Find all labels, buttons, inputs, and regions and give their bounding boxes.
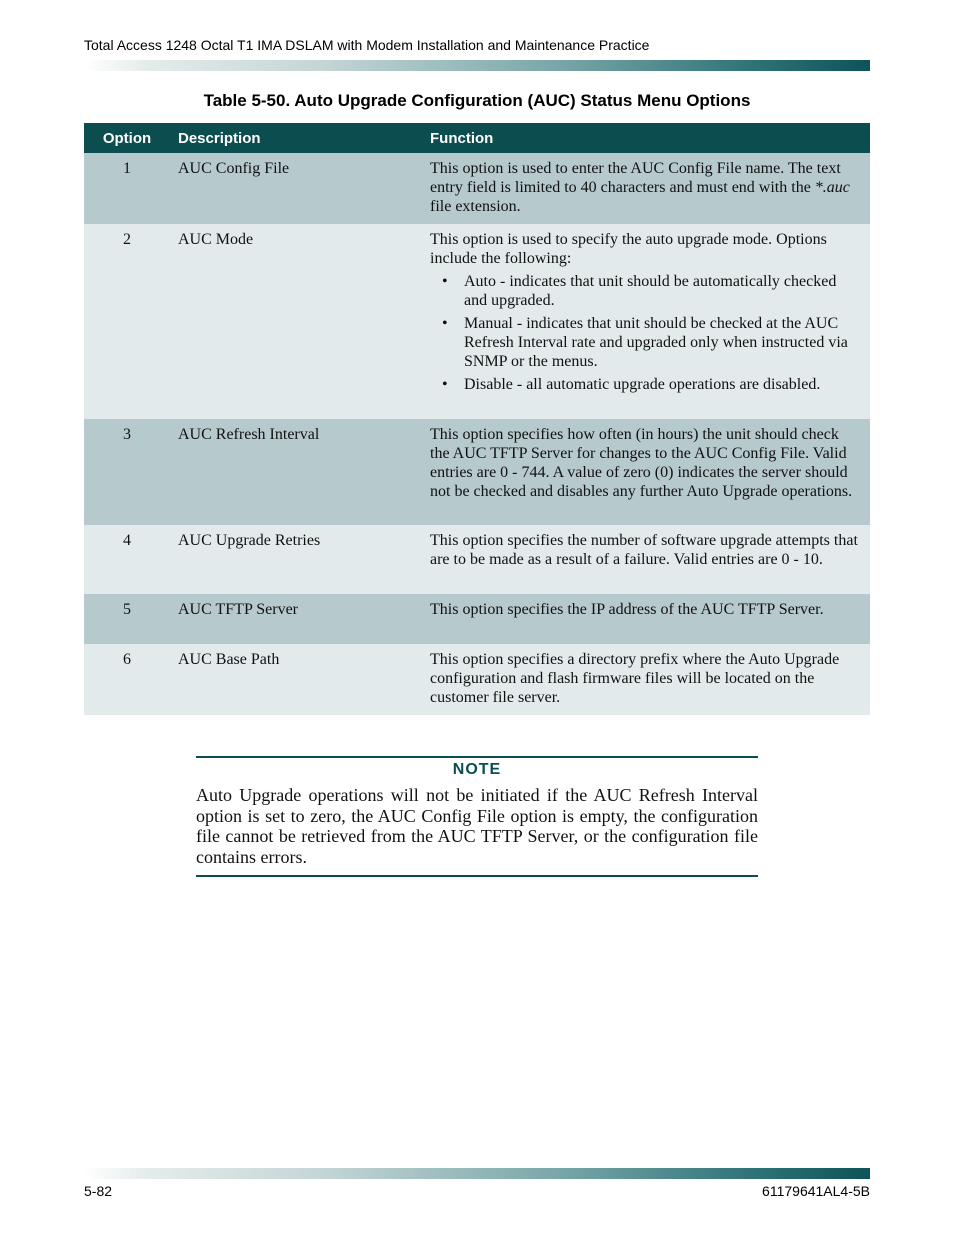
option-function: This option specifies a directory prefix where the Auto Upgrade configuration and flash firmware files will be located on the customer file server. (422, 644, 870, 715)
note-body: Auto Upgrade operations will not be initiated if the AUC Refresh Interval option is set to zero, the AUC Config File option is empty, the configuration file cannot be retrieved from the AUC TFTP Server, or the configuration file contains errors. (196, 785, 758, 867)
table-row (84, 644, 870, 715)
options-table (84, 123, 870, 715)
option-function: This option specifies the number of software upgrade attempts that are to be made as a result of a failure. Valid entries are 0 - 10. (422, 525, 870, 594)
option-description: AUC Refresh Interval (170, 419, 422, 525)
page-number: 5-82 (84, 1183, 113, 1199)
function-text: This option is used to enter the AUC Config File name. The text entry field is limited to 40 characters and must end with the (430, 160, 841, 196)
option-function (422, 153, 870, 224)
file-extension: *.auc (814, 179, 850, 196)
column-header-function: Function (422, 123, 870, 153)
table-row (84, 525, 870, 594)
table-row (84, 224, 870, 419)
header-rule (84, 60, 870, 71)
table-caption: Table 5-50. Auto Upgrade Configuration (AUC) Status Menu Options (203, 91, 751, 110)
option-description: AUC Base Path (170, 644, 422, 715)
list-item: • Manual - indicates that unit should be checked at the AUC Refresh Interval rate and upgraded only when instructed via SNMP or the menus. (456, 314, 862, 371)
option-description: AUC Mode (170, 224, 422, 419)
option-number: 1 (84, 153, 170, 224)
option-function: This option specifies the IP address of the AUC TFTP Server. (422, 594, 870, 644)
table-row (84, 419, 870, 525)
column-header-description: Description (170, 123, 422, 153)
option-number: 2 (84, 224, 170, 419)
mode-options-list (430, 272, 862, 394)
table-header-row (84, 123, 870, 153)
option-number: 4 (84, 525, 170, 594)
table-row (84, 153, 870, 224)
option-number: 5 (84, 594, 170, 644)
footer-rule (84, 1168, 870, 1179)
option-function: This option specifies how often (in hours) the unit should check the AUC TFTP Server for changes to the AUC Config File. Valid entries are 0 - 744. A value of zero (0) indicates the server should not be checked and disables any further Auto Upgrade operations. (422, 419, 870, 525)
option-number: 6 (84, 644, 170, 715)
option-function (422, 224, 870, 419)
note-box (196, 756, 758, 877)
list-item: • Disable - all automatic upgrade operations are disabled. (456, 375, 862, 394)
column-header-option: Option (84, 123, 170, 153)
function-text: This option is used to specify the auto upgrade mode. Options include the following: (430, 231, 827, 267)
function-text-end: file extension. (430, 198, 521, 215)
note-title: NOTE (452, 761, 502, 778)
list-item: • Auto - indicates that unit should be automatically checked and upgraded. (456, 272, 862, 310)
running-header: Total Access 1248 Octal T1 IMA DSLAM with Modem Installation and Maintenance Practice (84, 37, 650, 53)
table-row (84, 594, 870, 644)
option-description: AUC Config File (170, 153, 422, 224)
option-description: AUC Upgrade Retries (170, 525, 422, 594)
option-number: 3 (84, 419, 170, 525)
document-number: 61179641AL4-5B (762, 1183, 870, 1199)
option-description: AUC TFTP Server (170, 594, 422, 644)
